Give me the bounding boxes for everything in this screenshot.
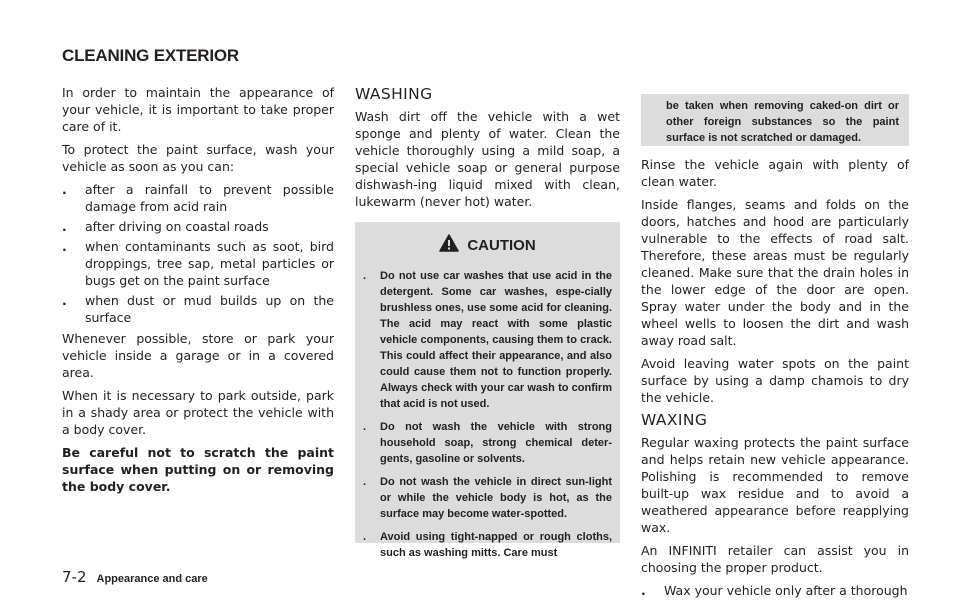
park-outside-paragraph: When it is necessary to park outside, park in a shady area or protect the vehicle with a body cover. [62,388,334,437]
caution-box [355,222,620,559]
bullet-icon: . [62,239,67,254]
page-footer [62,568,208,586]
page-title: CLEANING EXTERIOR [62,46,240,65]
washing-paragraph: Wash dirt off the vehicle with a wet sponge and plenty of water. Clean the vehicle thoroughly using a mild soap, a special vehicle soap or general purpose dishwash-ing liquid mixed with clean, lukewarm (never hot) water. [355,109,620,209]
caution-item: . Do not use car washes that use acid in the detergent. Some car washes, espe-cially brushless ones, use some acid for cleaning. The acid may react with some plastic vehicle components, causing them to crack. This could affect their appearance, and also could cause them not to function properly. Always check with your car wash to confirm that acid is not used. [363,270,612,410]
rinse-paragraph: Rinse the vehicle again with plenty of clean water. [641,157,909,189]
bullet-icon: . [363,531,367,543]
caution-title: CAUTION [467,236,536,254]
caution-item: . Avoid using tight-napped or rough cloths, such as washing mitts. Care must [363,531,612,559]
list-item: . Wax your vehicle only after a thorough [641,583,908,598]
intro-paragraph: In order to maintain the appearance of your vehicle, it is important to take proper care of it. [62,85,334,134]
list-item: . after a rainfall to prevent possible damage from acid rain [62,182,334,214]
body-cover-note: Be careful not to scratch the paint surface when putting on or removing the body cover. [62,445,334,494]
washing-heading: WASHING [355,85,433,103]
protect-paragraph: To protect the paint surface, wash your vehicle as soon as you can: [62,142,334,174]
caution-item: . Do not wash the vehicle in direct sun-light or while the vehicle body is hot, as the surface may become water-spotted. [363,476,612,520]
water-spots-paragraph: Avoid leaving water spots on the paint surface by using a damp chamois to dry the vehicle. [641,356,909,405]
waxing-paragraph: Regular waxing protects the paint surface and helps retain new vehicle appearance. Polishing is recommended to remove built-up wax residue and to avoid a weathered appearance before reapplying wax. [641,435,909,535]
list-item: . when dust or mud builds up on the surface [62,293,334,325]
bullet-icon: . [62,293,67,308]
waxing-list [641,582,909,599]
caution-item: . Do not wash the vehicle with strong household soap, strong chemical deter-gents, gasoline or solvents. [363,421,612,465]
column-3-body [641,156,909,603]
store-paragraph: Whenever possible, store or park your vehicle inside a garage or in a covered area. [62,331,334,380]
section-name: Appearance and care [96,573,208,585]
list-item: . when contaminants such as soot, bird droppings, tree sap, metal particles or bugs get on the paint surface [62,239,334,288]
bullet-icon: . [363,476,367,488]
list-item: . after driving on coastal roads [62,219,269,234]
bullet-icon: . [363,421,367,433]
caution-header [363,234,612,256]
bullet-icon: . [62,182,67,197]
column-2 [355,85,620,559]
bullet-icon: . [641,583,646,598]
bullet-icon: . [363,270,367,282]
inside-flanges-paragraph: Inside flanges, seams and folds on the doors, hatches and hood are particularly vulnerable to the effects of road salt. Therefore, these areas must be regularly cleaned. Make sure that the drain holes in the lower edge of the door are open. Spray water under the body and in the wheel wells to loosen the dirt and wash away road salt. [641,197,909,348]
retailer-paragraph: An INFINITI retailer can assist you in choosing the proper product. [641,543,909,575]
page-number: 7-2 [62,568,87,586]
caution-continuation: be taken when removing caked-on dirt or other foreign substances so the paint surface is not scratched or damaged. [641,94,909,146]
bullet-icon: . [62,219,67,234]
warning-triangle-icon [439,234,459,256]
wash-conditions-list [62,181,334,326]
caution-list [363,268,612,561]
column-1 [62,84,334,501]
waxing-heading: WAXING [641,411,708,429]
